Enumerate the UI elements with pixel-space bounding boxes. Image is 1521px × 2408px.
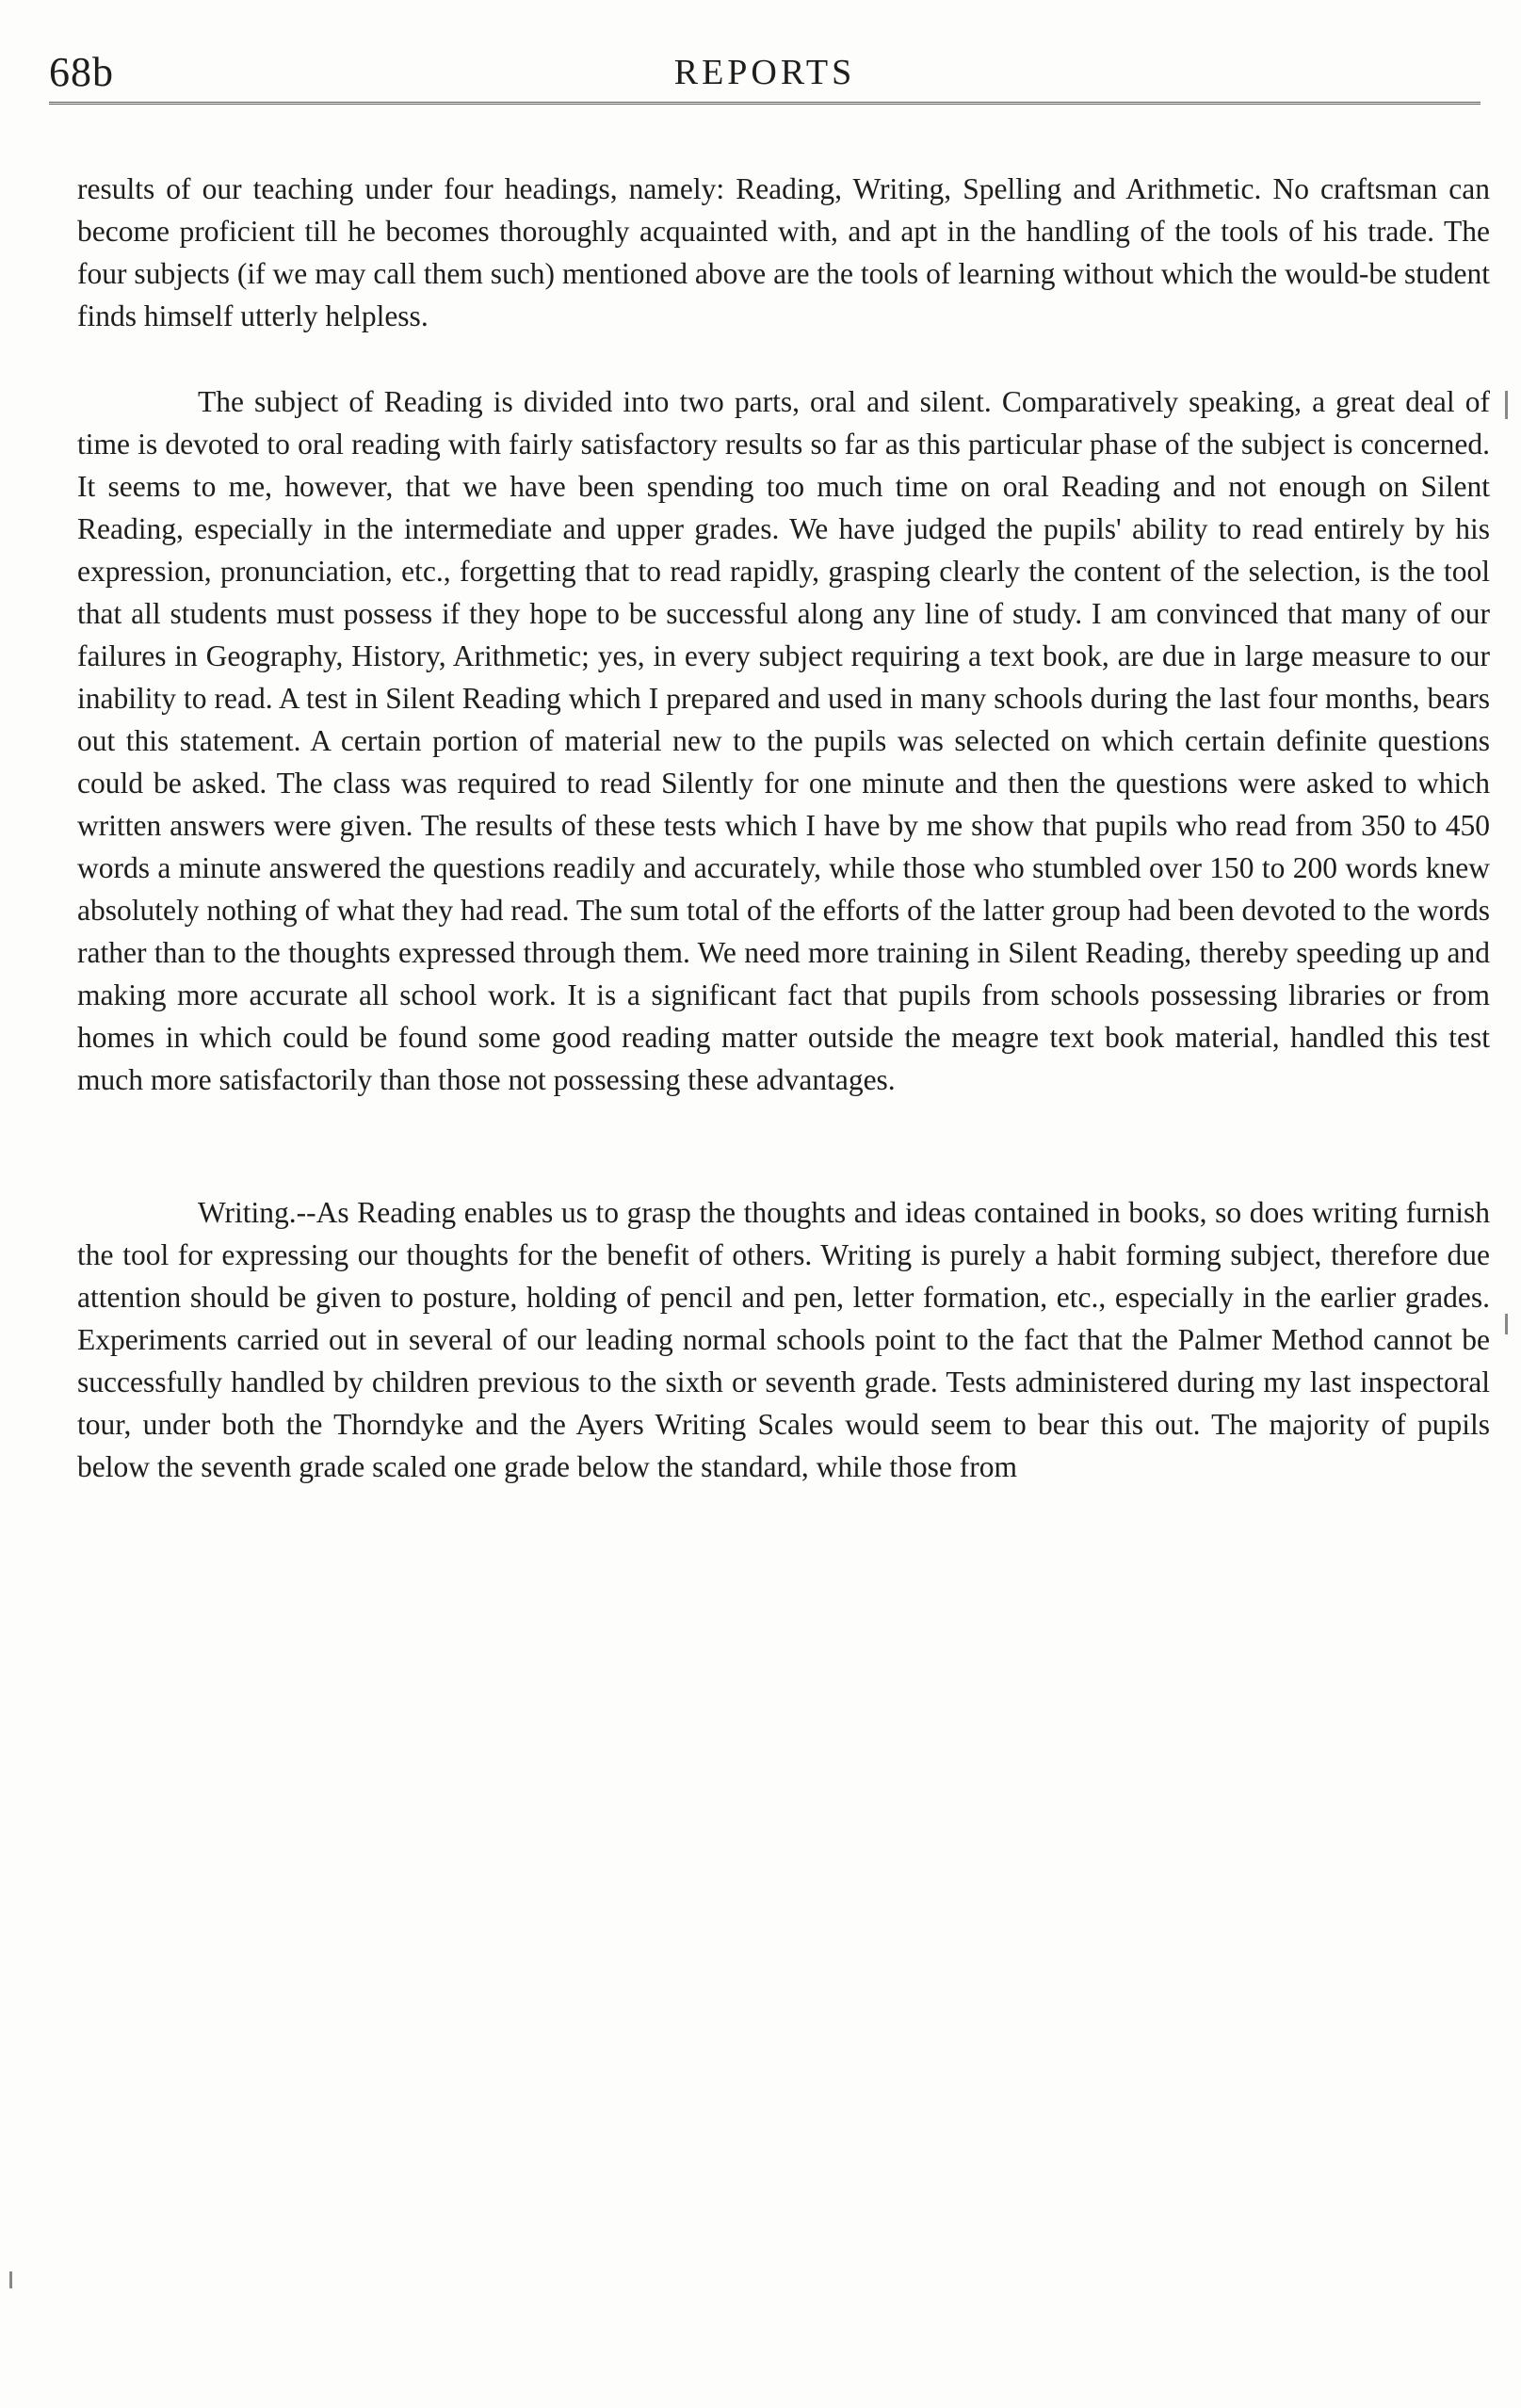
running-head <box>49 49 1481 96</box>
paragraph-writing: Writing.--As Reading enables us to grasp the thoughts and ideas contained in books, so does writing furnish the tool for expressing our thoughts for the benefit of others. Writing is purely a habit forming subject, therefore due attention should be given to posture, holding of pencil and pen, letter formation, etc., especially in the earlier grades. Experiments carried out in several of our leading normal schools point to the fact that the Palmer Method cannot be successfully handled by children previous to the sixth or seventh grade. Tests administered during my last inspectoral tour, under both the Thorndyke and the Ayers Writing Scales would seem to bear this out. The majority of pupils below the seventh grade scaled one grade below the standard, while those from <box>77 1196 1490 1483</box>
paragraph-teaching-results: results of our teaching under four headings, namely: Reading, Writing, Spelling and Arithmetic. No craftsman can become proficient till he becomes thoroughly acquainted with, and apt in the handling of the tools of his trade. The four subjects (if we may call them such) mentioned above are the tools of learning without which the would-be student finds himself utterly helpless. <box>77 172 1490 332</box>
page-number: 68b <box>49 49 114 95</box>
paragraph-reading: The subject of Reading is divided into two parts, oral and silent. Comparatively speaking, a great deal of time is devoted to oral reading with fairly satisfactory results so far as this particular phase of the subject is concerned. It seems to me, however, that we have been spending too much time on oral Reading and not enough on Silent Reading, especially in the intermediate and upper grades. We have judged the pupils' ability to read entirely by his expression, pronunciation, etc., forgetting that to read rapidly, grasping clearly the content of the selection, is the tool that all students must possess if they hope to be successful along any line of study. I am convinced that many of our failures in Geography, History, Arithmetic; yes, in every subject requiring a text book, are due in large measure to our inability to read. A test in Silent Reading which I prepared and used in many schools during the last four months, bears out this statement. A certain portion of material new to the pupils was selected on which certain definite questions could be asked. The class was required to read Silently for one minute and then the questions were asked to which written answers were given. The results of these tests which I have by me show that pupils who read from 350 to 450 words a minute answered the questions readily and accurately, while those who stumbled over 150 to 200 words knew absolutely nothing of what they had read. The sum total of the efforts of the latter group had been devoted to the words rather than to the thoughts expressed through them. We need more training in Silent Reading, thereby speeding up and making more accurate all school work. It is a significant fact that pupils from schools possessing libraries or from homes in which could be found some good reading matter outside the meagre text book material, handled this test much more satisfactorily than those not possessing these advantages. <box>77 385 1490 1096</box>
scan-edge-mark <box>1505 1314 1508 1334</box>
running-title: REPORTS <box>673 53 856 92</box>
body-text <box>77 168 1490 1488</box>
header-rule <box>49 102 1481 112</box>
scan-edge-mark <box>9 2271 12 2288</box>
scan-edge-mark <box>1505 391 1508 419</box>
